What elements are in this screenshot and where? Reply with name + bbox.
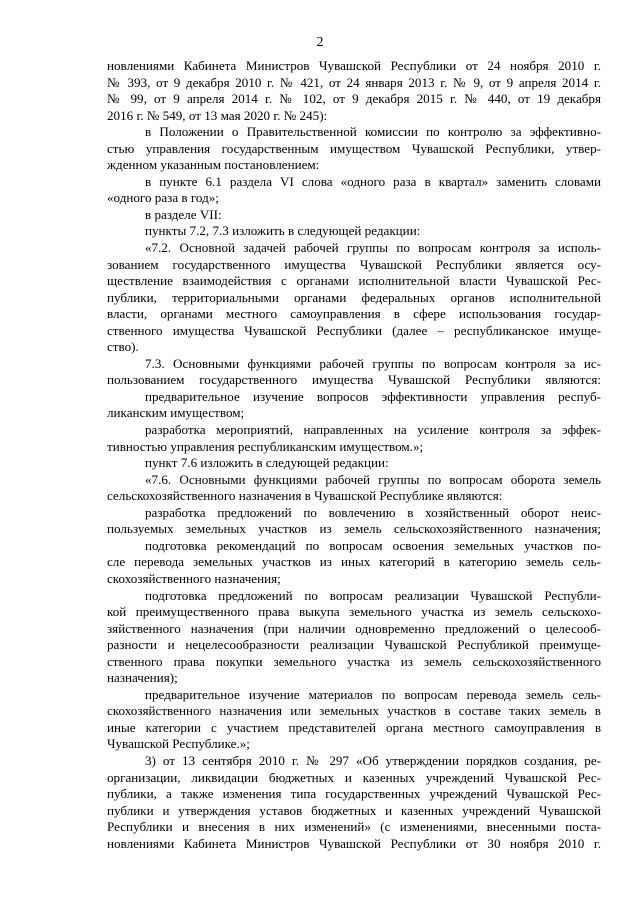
text-line: ство).: [107, 339, 139, 355]
text-line: ществление взаимодействия с органами исполнительной власти Чувашской Рес-: [107, 273, 601, 289]
text-line: жденном указанным постановлением:: [107, 157, 320, 173]
text-line: предварительное изучение материалов по вопросам перевода земель сель-: [145, 686, 601, 702]
text-line: № 393, от 9 декабря 2010 г. № 421, от 24 января 2013 г. № 9, от 9 апреля 2014 г.: [107, 74, 601, 90]
text-line: новлениями Кабинета Министров Чувашской Республики от 24 ноября 2010 г.: [107, 58, 601, 73]
text-line: подготовка предложений по вопросам реализации Чувашской Республи-: [145, 587, 601, 603]
text-line: 2016 г. № 549, от 13 мая 2020 г. № 245):: [107, 107, 328, 123]
text-line: публики, территориальными органами федеральных органов исполнительной: [107, 289, 601, 305]
text-line: в Положении о Правительственной комиссии по контролю за эффективно-: [145, 124, 601, 140]
text-line: Республики и внесения в них изменений» (с изменениями, внесенными поста-: [107, 819, 601, 835]
text-line: публики, а также изменения типа государственных учреждений Чувашской Рес-: [107, 786, 601, 802]
text-line: сельскохозяйственного назначения в Чувашской Республике являются:: [107, 488, 503, 504]
text-line: № 99, от 9 апреля 2014 г. № 102, от 9 декабря 2015 г. № 440, от 19 декабря: [107, 91, 601, 107]
text-line: разработка предложений по вовлечению в хозяйственный оборот неис-: [145, 504, 601, 520]
text-line: организации, ликвидации бюджетных и казенных учреждений Чувашской Рес-: [107, 769, 601, 785]
text-line: пользуемых земельных участков из земель сельскохозяйственного назначения;: [107, 521, 601, 537]
text-line: скохозяйственного назначения или земельных участков в составе таких земель в: [107, 703, 601, 719]
text-line: пользованием государственного имущества Чувашской Республики являются:: [107, 372, 601, 388]
text-line: «7.6. Основными функциями рабочей группы по вопросам оборота земель: [145, 471, 601, 487]
text-line: зяйственного назначения (при наличии одновременно предложений о целесооб-: [107, 620, 601, 636]
text-line: 3) от 13 сентября 2010 г. № 297 «Об утверждении порядков создания, ре-: [145, 752, 601, 768]
text-line: предварительное изучение вопросов эффективности управления респуб-: [145, 388, 601, 404]
text-line: зованием государственного имущества Чувашской Республики является осу-: [107, 256, 601, 272]
text-line: подготовка рекомендаций по вопросам освоения земельных участков по-: [145, 537, 601, 553]
page-number: 2: [316, 35, 324, 50]
text-line: кой преимущественного права выкупа земельного участка из земель сельскохо-: [107, 604, 601, 620]
text-line: новлениями Кабинета Министров Чувашской Республики от 30 ноября 2010 г.: [107, 835, 601, 851]
text-line: ственного права покупки земельного участка из земель сельскохозяйственного: [107, 653, 601, 669]
text-line: в пункте 6.1 раздела VI слова «одного раза в квартал» заменить словами: [145, 173, 601, 189]
text-line: пункт 7.6 изложить в следующей редакции:: [145, 455, 389, 471]
text-line: тивностью управления республиканским имуществом.»;: [107, 438, 424, 454]
text-line: в разделе VII:: [145, 206, 222, 222]
text-line: ликанским имуществом;: [107, 405, 245, 421]
text-line: власти, органами местного самоуправления в сфере использования государ-: [107, 306, 601, 322]
text-line: сле перевода земельных участков из иных категорий в категорию земель сель-: [107, 554, 601, 570]
text-line: Чувашской Республике.»;: [107, 736, 250, 752]
text-line: разности и нецелесообразности реализации Чувашской Республикой преимуще-: [107, 637, 601, 653]
text-line: ственного имущества Чувашской Республики (далее – республиканское имуще-: [107, 322, 601, 338]
text-line: стью управления государственным имуществом Чувашской Республики, утвер-: [107, 140, 601, 156]
text-line: назначения);: [107, 670, 178, 686]
text-line: пункты 7.2, 7.3 изложить в следующей редакции:: [145, 223, 421, 239]
text-line: скохозяйственного назначения;: [107, 570, 281, 586]
document-body: [107, 58, 601, 852]
text-line: 7.3. Основными функциями рабочей группы по вопросам контроля за ис-: [145, 355, 601, 371]
text-line: разработка мероприятий, направленных на усиление контроля за эффек-: [145, 422, 601, 438]
text-line: публики и утверждения уставов бюджетных и казенных учреждений Чувашской: [107, 802, 601, 818]
text-line: «одного раза в год»;: [107, 190, 219, 206]
text-line: иные категории с участием представителей органа местного самоуправления в: [107, 719, 601, 735]
text-line: «7.2. Основной задачей рабочей группы по вопросам контроля за исполь-: [145, 240, 601, 256]
